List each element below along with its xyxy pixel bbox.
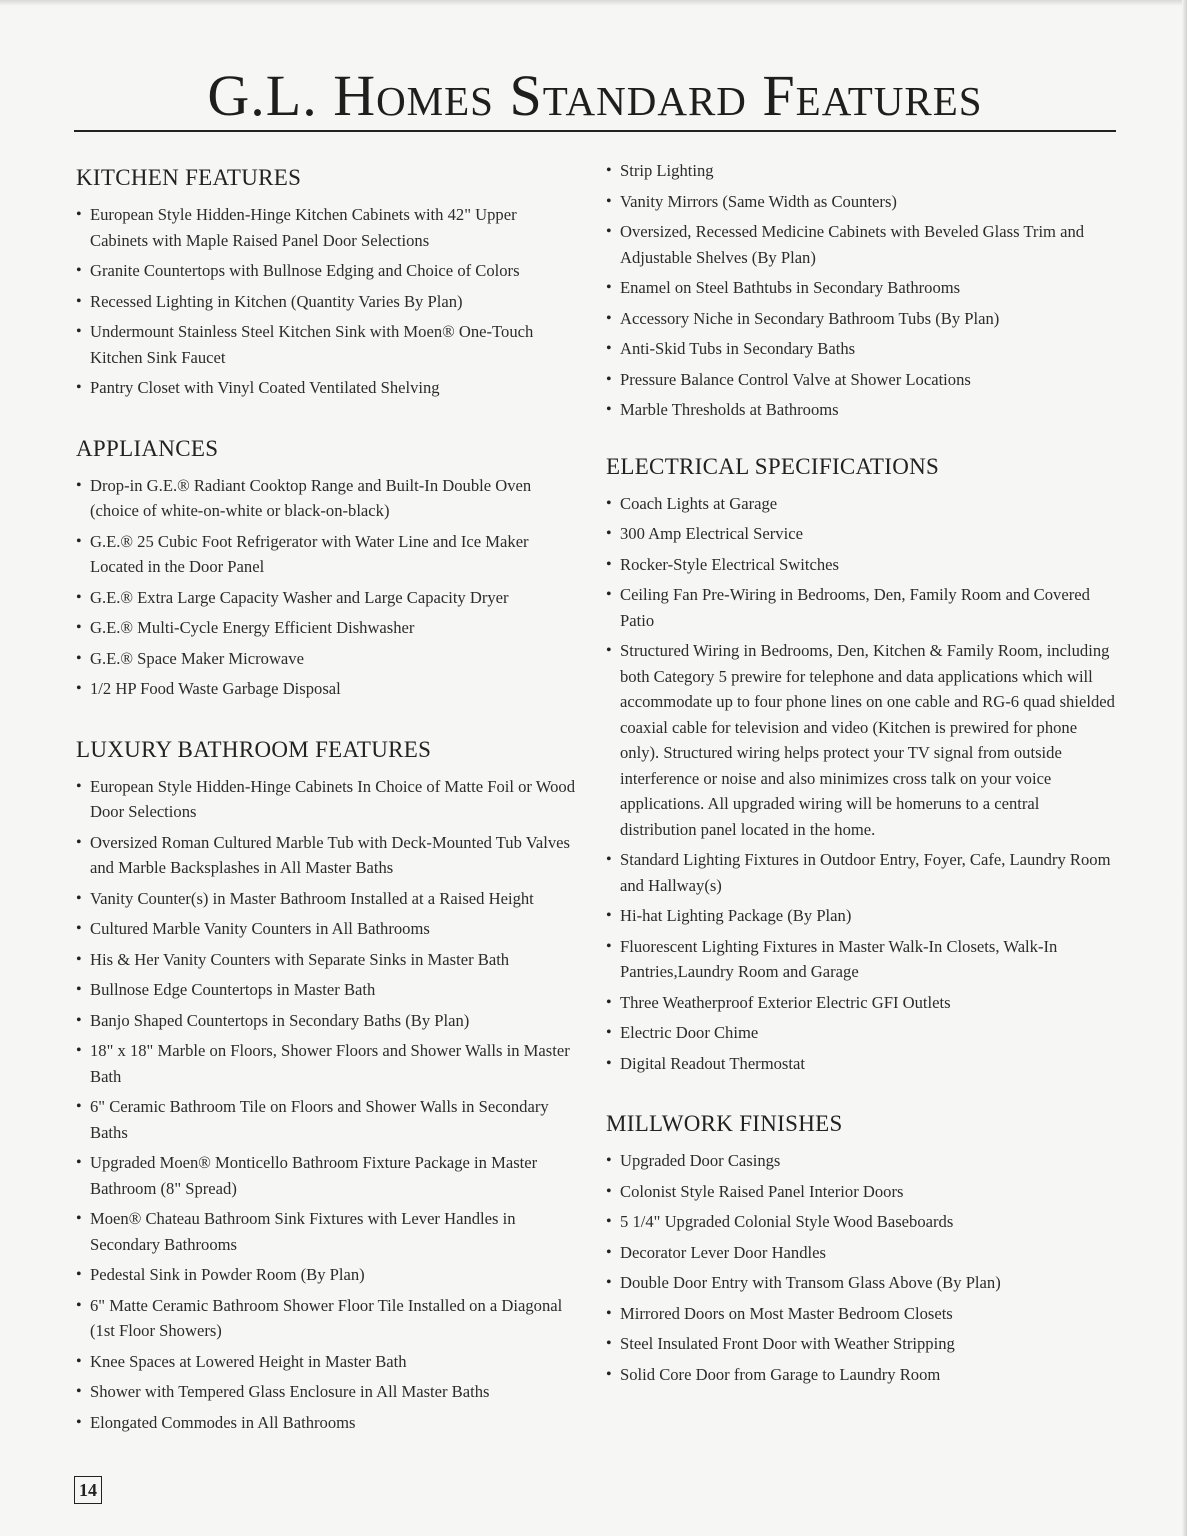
- list-item: • Structured Wiring in Bedrooms, Den, Kitchen & Family Room, including both Category 5 prewire for telephone and data applications which will accommodate up to four phone lines on one cable and RG-6 quad shielded coaxial cable for television and video (Kitchen is prewired for phone only). Structured wiring helps protect your TV signal from outside interference or noise and also minimizes cross talk on your voice applications. All upgraded wiring will be homeruns to a central distribution panel located in the home.: [606, 638, 1116, 842]
- list-item: • Drop-in G.E.® Radiant Cooktop Range and Built-In Double Oven (choice of white-on-white or black-on-black): [76, 473, 576, 524]
- list-item: • G.E.® 25 Cubic Foot Refrigerator with Water Line and Ice Maker Located in the Door Panel: [76, 529, 576, 580]
- list-item: • Hi-hat Lighting Package (By Plan): [606, 903, 1116, 929]
- list-item: • Strip Lighting: [606, 158, 1116, 184]
- list-item: • 1/2 HP Food Waste Garbage Disposal: [76, 676, 576, 702]
- list-item: • Three Weatherproof Exterior Electric GFI Outlets: [606, 990, 1116, 1016]
- list-item: • European Style Hidden-Hinge Kitchen Cabinets with 42" Upper Cabinets with Maple Raised Panel Door Selections: [76, 202, 576, 253]
- bathroom-section: [76, 732, 576, 1436]
- list-item: • 6" Matte Ceramic Bathroom Shower Floor Tile Installed on a Diagonal (1st Floor Showers): [76, 1293, 576, 1344]
- list-item: • Cultured Marble Vanity Counters in All Bathrooms: [76, 916, 576, 942]
- list-item: • Granite Countertops with Bullnose Edging and Choice of Colors: [76, 258, 576, 284]
- bathroom-continued-section: [606, 158, 1116, 423]
- kitchen-section: [76, 160, 576, 401]
- list-item: • Electric Door Chime: [606, 1020, 1116, 1046]
- list-item: • Decorator Lever Door Handles: [606, 1240, 1116, 1266]
- list-item: • Pantry Closet with Vinyl Coated Ventilated Shelving: [76, 375, 576, 401]
- section-heading: ELECTRICAL SPECIFICATIONS: [606, 453, 940, 479]
- list-item: • Banjo Shaped Countertops in Secondary Baths (By Plan): [76, 1008, 576, 1034]
- list-item: • Undermount Stainless Steel Kitchen Sink with Moen® One-Touch Kitchen Sink Faucet: [76, 319, 576, 370]
- list-item: • Moen® Chateau Bathroom Sink Fixtures with Lever Handles in Secondary Bathrooms: [76, 1206, 576, 1257]
- list-item: • Oversized Roman Cultured Marble Tub with Deck-Mounted Tub Valves and Marble Backsplashes in All Master Baths: [76, 830, 576, 881]
- list-item: • 6" Ceramic Bathroom Tile on Floors and Shower Walls in Secondary Baths: [76, 1094, 576, 1145]
- list-item: • G.E.® Space Maker Microwave: [76, 646, 576, 672]
- list-item: • Standard Lighting Fixtures in Outdoor Entry, Foyer, Cafe, Laundry Room and Hallway(s): [606, 847, 1116, 898]
- list-item: • Bullnose Edge Countertops in Master Bath: [76, 977, 576, 1003]
- feature-list: [76, 473, 576, 702]
- list-item: • Coach Lights at Garage: [606, 491, 1116, 517]
- section-heading: MILLWORK FINISHES: [606, 1111, 843, 1136]
- list-item: • Upgraded Moen® Monticello Bathroom Fixture Package in Master Bathroom (8" Spread): [76, 1150, 576, 1201]
- list-item: • G.E.® Extra Large Capacity Washer and Large Capacity Dryer: [76, 585, 576, 611]
- list-item: • 5 1/4" Upgraded Colonial Style Wood Baseboards: [606, 1209, 1116, 1235]
- list-item: • Knee Spaces at Lowered Height in Master Bath: [76, 1349, 576, 1375]
- list-item: • Mirrored Doors on Most Master Bedroom Closets: [606, 1301, 1116, 1327]
- page-edge: [0, 0, 1187, 6]
- list-item: • Oversized, Recessed Medicine Cabinets with Beveled Glass Trim and Adjustable Shelves (By Plan): [606, 219, 1116, 270]
- page-number: 14: [74, 1476, 102, 1504]
- list-item: • 300 Amp Electrical Service: [606, 521, 1116, 547]
- list-item: • Vanity Mirrors (Same Width as Counters): [606, 189, 1116, 215]
- page-edge: [1182, 0, 1187, 1536]
- list-item: • His & Her Vanity Counters with Separate Sinks in Master Bath: [76, 947, 576, 973]
- list-item: • Enamel on Steel Bathtubs in Secondary Bathrooms: [606, 275, 1116, 301]
- millwork-section: [606, 1106, 1116, 1387]
- list-item: • Pedestal Sink in Powder Room (By Plan): [76, 1262, 576, 1288]
- feature-list: [606, 1148, 1116, 1387]
- list-item: • Double Door Entry with Transom Glass Above (By Plan): [606, 1270, 1116, 1296]
- list-item: • G.E.® Multi-Cycle Energy Efficient Dishwasher: [76, 615, 576, 641]
- list-item: • Fluorescent Lighting Fixtures in Master Walk-In Closets, Walk-In Pantries,Laundry Room and Garage: [606, 934, 1116, 985]
- list-item: • Elongated Commodes in All Bathrooms: [76, 1410, 576, 1436]
- section-heading: APPLIANCES: [76, 435, 219, 461]
- page-title: G.L. Homes Standard Features: [207, 63, 983, 128]
- list-item: • European Style Hidden-Hinge Cabinets In Choice of Matte Foil or Wood Door Selections: [76, 774, 576, 825]
- list-item: • Vanity Counter(s) in Master Bathroom Installed at a Raised Height: [76, 886, 576, 912]
- section-heading: LUXURY BATHROOM FEATURES: [76, 736, 432, 762]
- list-item: • Accessory Niche in Secondary Bathroom Tubs (By Plan): [606, 306, 1116, 332]
- left-column: [76, 160, 576, 1465]
- list-item: • Digital Readout Thermostat: [606, 1051, 1116, 1077]
- right-column: [606, 158, 1116, 1417]
- list-item: • 18" x 18" Marble on Floors, Shower Floors and Shower Walls in Master Bath: [76, 1038, 576, 1089]
- list-item: • Pressure Balance Control Valve at Shower Locations: [606, 367, 1116, 393]
- feature-list: [606, 158, 1116, 423]
- list-item: • Marble Thresholds at Bathrooms: [606, 397, 1116, 423]
- feature-list: [606, 491, 1116, 1077]
- list-item: • Solid Core Door from Garage to Laundry Room: [606, 1362, 1116, 1388]
- list-item: • Recessed Lighting in Kitchen (Quantity Varies By Plan): [76, 289, 576, 315]
- feature-list: [76, 202, 576, 401]
- appliances-section: [76, 431, 576, 702]
- list-item: • Rocker-Style Electrical Switches: [606, 552, 1116, 578]
- title-rule: [74, 130, 1116, 132]
- list-item: • Upgraded Door Casings: [606, 1148, 1116, 1174]
- list-item: • Ceiling Fan Pre-Wiring in Bedrooms, Den, Family Room and Covered Patio: [606, 582, 1116, 633]
- feature-list: [76, 774, 576, 1436]
- section-heading: KITCHEN FEATURES: [76, 165, 302, 190]
- list-item: • Steel Insulated Front Door with Weather Stripping: [606, 1331, 1116, 1357]
- list-item: • Colonist Style Raised Panel Interior Doors: [606, 1179, 1116, 1205]
- list-item: • Shower with Tempered Glass Enclosure in All Master Baths: [76, 1379, 576, 1405]
- list-item: • Anti-Skid Tubs in Secondary Baths: [606, 336, 1116, 362]
- electrical-section: [606, 449, 1116, 1077]
